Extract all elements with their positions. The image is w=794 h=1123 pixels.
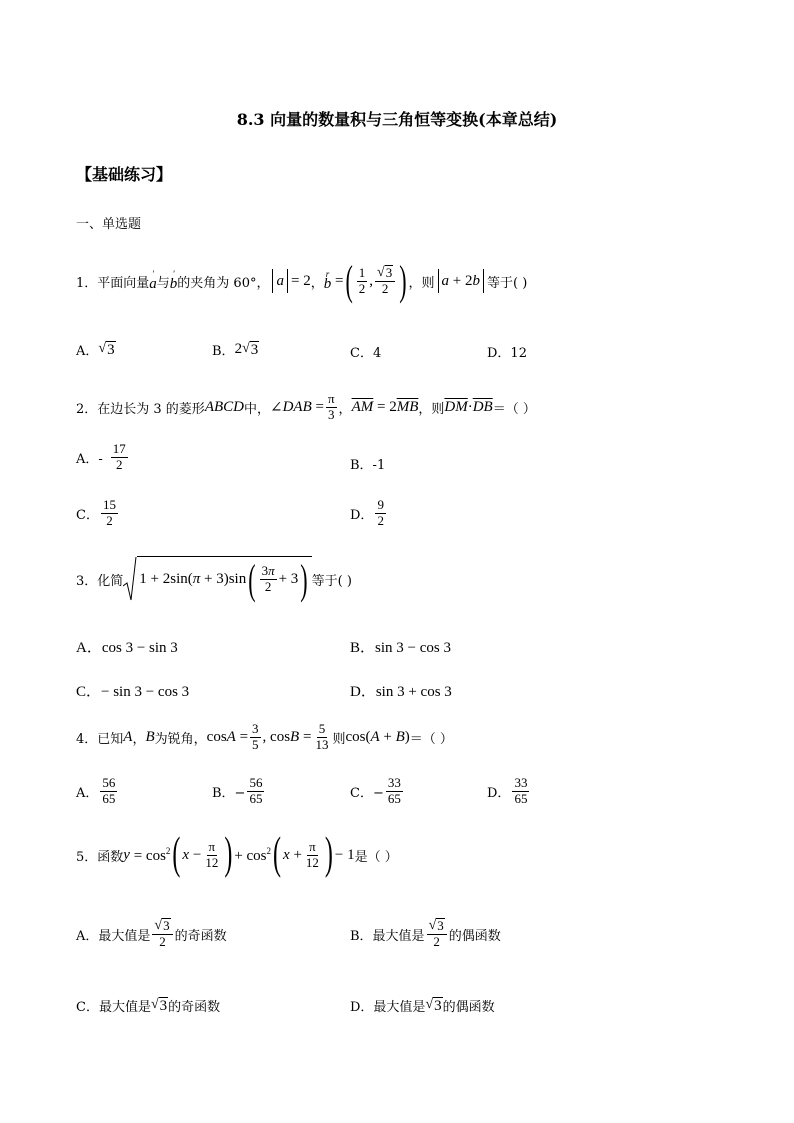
q2-option-d[interactable]: D． $\frac{9}{2}$: [350, 497, 384, 528]
q4-option-d[interactable]: D． $\frac{33}{65}$: [487, 775, 528, 806]
question-1: 1．平面向量 ' a 与 ' b 的夹角为 60°， a = 2 ， r b = ( $\frac{1}{2}$ , √ 3 2 ) ，则 a + 2 b 等于( ): [76, 256, 528, 304]
q1-option-c[interactable]: C．4: [350, 346, 382, 361]
q1-option-a[interactable]: A． √ 3: [76, 340, 115, 359]
q1-option-b[interactable]: B． 2 √ 3: [212, 340, 259, 359]
q3-option-d[interactable]: D．sin 3 + cos 3: [350, 684, 452, 700]
section-heading: 【基础练习】: [76, 165, 173, 184]
q4-option-a[interactable]: A． $\frac{56}{65}$: [76, 775, 116, 806]
vector-a: ' a: [149, 269, 157, 293]
q5-option-a[interactable]: A．最大值是 √ 3 2 的奇函数: [76, 918, 227, 950]
q3-option-b[interactable]: B．sin 3 − cos 3: [350, 640, 451, 656]
vector-b: ' b: [169, 269, 178, 293]
q4-option-b[interactable]: B．− $\frac{56}{65}$: [212, 775, 263, 806]
q2-option-b[interactable]: B．-1: [350, 458, 386, 473]
page-title: 8.3 向量的数量积与三角恒等变换(本章总结): [236, 110, 558, 129]
q5-option-c[interactable]: C．最大值是 √ 3 的奇函数: [76, 996, 221, 1015]
q3-option-c[interactable]: C．− sin 3 − cos 3: [76, 684, 190, 700]
q2-option-a[interactable]: A．- $\frac{17}{2}$: [76, 441, 126, 472]
subsection-heading: 一、单选题: [76, 217, 142, 232]
question-4: 4．已知 A ， B 为锐角， cos A = $\frac{3}{5}$ , cos B = $\frac{5}{13}$ 则 cos( A + B ) ＝（ ）: [76, 721, 453, 752]
q1-text: 1．平面向量: [76, 275, 150, 291]
q3-option-a[interactable]: A．cos 3 − sin 3: [76, 640, 178, 656]
q2-option-c[interactable]: C． $\frac{15}{2}$: [76, 497, 116, 528]
q5-option-d[interactable]: D．最大值是 √ 3 的偶函数: [350, 996, 495, 1015]
question-2: 2．在边长为 3 的菱形 ABCD 中， ∠ DAB = $\frac{\pi}{3}$ ， $\overline{AM}$ = 2 $\overline{MB}$ ，则 $\overline{DM}$ · $\overline{DB}$ ＝（ ）: [76, 391, 536, 422]
question-3: 3．化简 1 + 2sin( π + 3)sin ( $\frac{3\pi}{2}$ + 3 ) 等于( ): [76, 554, 352, 603]
q5-option-b[interactable]: B．最大值是 √ 3 2 的偶函数: [350, 918, 501, 950]
question-5: 5．函数 y = $\cos^2$ ( x − $\frac{\pi}{12}$ ) + $\cos^2$ ( x + $\frac{\pi}{12}$ ) − 1 是（ ）: [76, 829, 398, 880]
q1-option-d[interactable]: D．12: [487, 346, 527, 361]
q4-option-c[interactable]: C．− $\frac{33}{65}$: [350, 775, 401, 806]
sqrt-expression: 1 + 2sin( π + 3)sin ( $\frac{3\pi}{2}$ + 3 ): [123, 556, 311, 602]
